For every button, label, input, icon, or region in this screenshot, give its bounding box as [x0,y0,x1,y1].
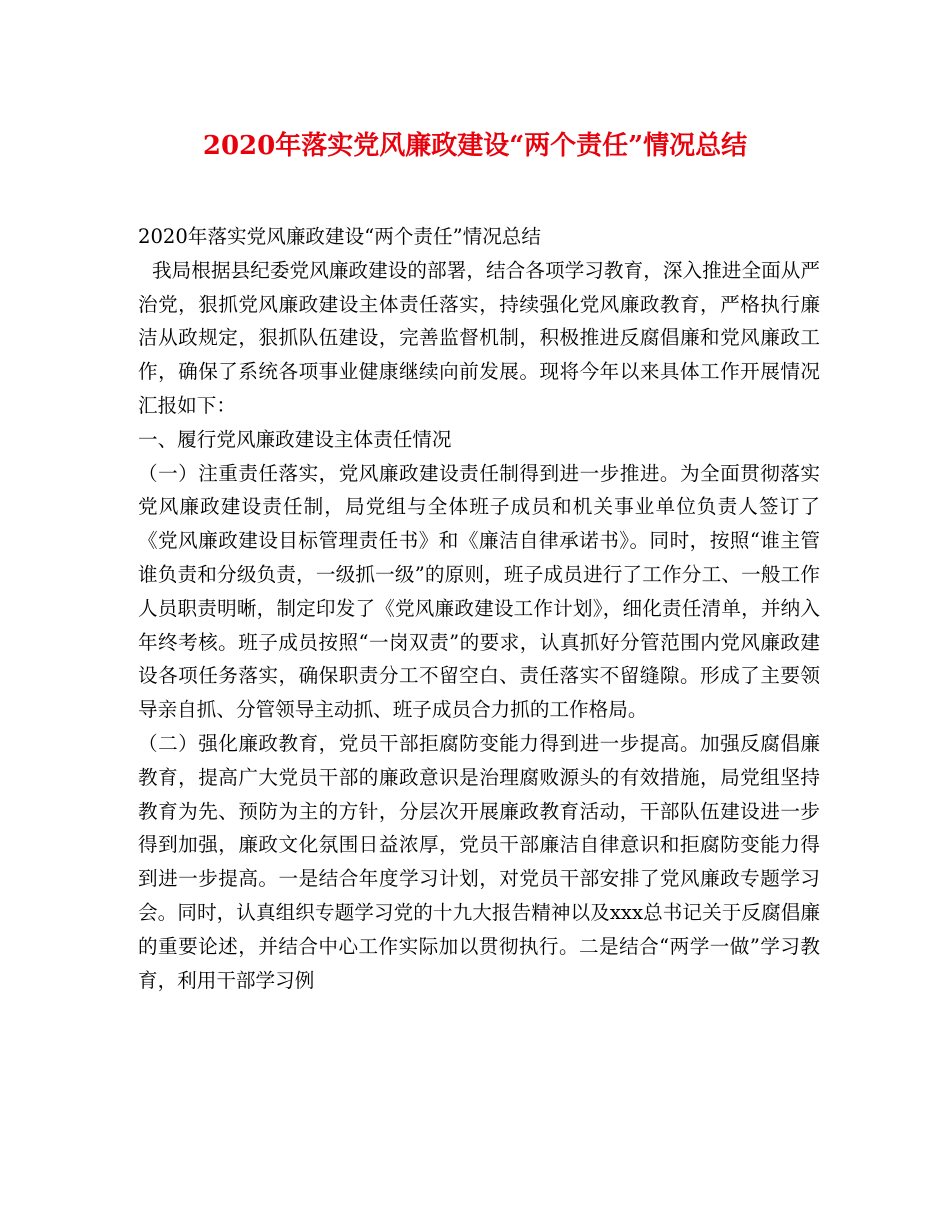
paragraph-responsibility: （一）注重责任落实，党风廉政建设责任制得到进一步推进。为全面贯彻落实党风廉政建设责任制，局党组与全体班子成员和机关事业单位负责人签订了《党风廉政建设目标管理责任书》和《廉洁自律承诺书》。同时，按照“谁主管谁负责和分级负责，一级抓一级”的原则，班子成员进行了工作分工、一般工作人员职责明晰，制定印发了《党风廉政建设工作计划》，细化责任清单，并纳入年终考核。班子成员按照“一岗双责”的要求，认真抓好分管范围内党风廉政建设各项任务落实，确保职责分工不留空白、责任落实不留缝隙。形成了主要领导亲自抓、分管领导主动抓、班子成员合力抓的工作格局。 [138,461,820,722]
document-body [138,220,820,997]
document-title: 2020年落实党风廉政建设“两个责任”情况总结 [202,131,748,161]
paragraph-education: （二）强化廉政教育，党员干部拒腐防变能力得到进一步提高。加强反腐倡廉教育，提高广大党员干部的廉政意识是治理腐败源头的有效措施，局党组坚持教育为先、预防为主的方针，分层次开展廉政教育活动，干部队伍建设进一步得到加强，廉政文化氛围日益浓厚，党员干部廉洁自律意识和拒腐防变能力得到进一步提高。一是结合年度学习计划，对党员干部安排了党风廉政专题学习会。同时，认真组织专题学习党的十九大报告精神以及xxx总书记关于反腐倡廉的重要论述，并结合中心工作实际加以贯彻执行。二是结合“两学一做”学习教育，利用干部学习例 [138,731,820,992]
intro-paragraph: 我局根据县纪委党风廉政建设的部署，结合各项学习教育，深入推进全面从严治党，狠抓党风廉政建设主体责任落实，持续强化党风廉政教育，严格执行廉洁从政规定，狠抓队伍建设，完善监督机制，积极推进反腐倡廉和党风廉政工作，确保了系统各项事业健康继续向前发展。现将今年以来具体工作开展情况汇报如下： [138,258,820,417]
section-heading: 一、履行党风廉政建设主体责任情况 [138,427,452,451]
body-heading: 2020年落实党风廉政建设“两个责任”情况总结 [138,225,541,248]
